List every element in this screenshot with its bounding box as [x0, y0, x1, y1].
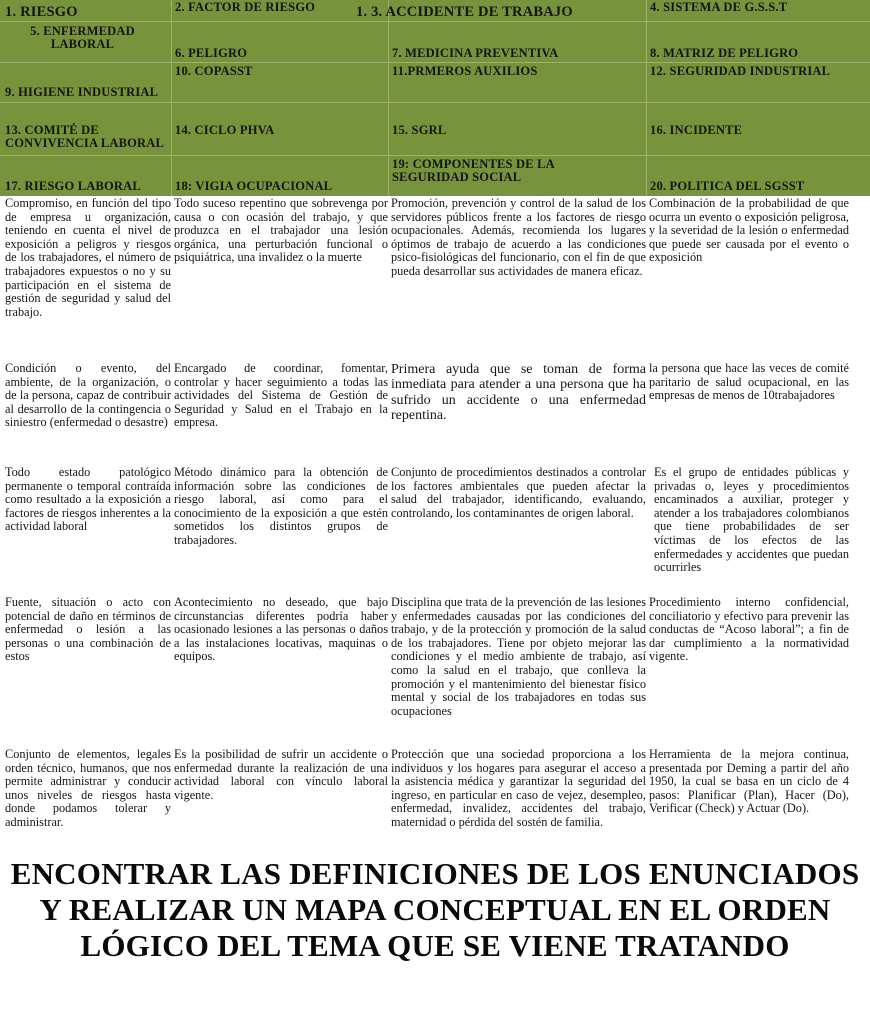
- grid-line: [388, 0, 389, 196]
- definition-text: Acontecimiento no deseado, que bajo circunstancias diferentes podría haber ocasionado lesiones a las personas o daños a las instalaciones locativas, maquinas o equipos.: [174, 595, 388, 664]
- term-seguridad-industrial: 12. SEGURIDAD INDUSTRIAL: [650, 64, 831, 78]
- term-riesgo: 1. RIESGO: [5, 4, 78, 20]
- definition-text: Conjunto de elementos, legales orden técnico, humanos, que nos permite administrar y conducir unos niveles de riesgos hasta donde podamos tolerar y administrar.: [5, 747, 171, 829]
- term-peligro: 6. PELIGRO: [175, 46, 248, 60]
- terms-table: [0, 0, 870, 196]
- definition-text: Protección que una sociedad proporciona a los individuos y los hogares para asegurar el acceso a la asistencia médica y garantizar la seguridad del ingreso, en particular en caso de vejez, desempleo, enfermedad, invalidez, accidentes del trabajo, maternidad o pérdida del sostén de familia.: [391, 747, 646, 829]
- term-sistema-gsst: 4. SISTEMA DE G.S.S.T: [650, 0, 788, 14]
- term-politica-sgsst: 20. POLITICA DEL SGSST: [650, 179, 805, 193]
- definition-text: Método dinámico para la obtención de información sobre las condiciones de riesgo laboral, así como para el conocimiento de la exposición a que estén sometidos los distintos grupos de trabajadores.: [174, 465, 388, 547]
- term-primeros-auxilios: 11.PRMEROS AUXILIOS: [392, 64, 538, 78]
- grid-line: [0, 21, 870, 22]
- instructions-heading: ENCONTRAR LAS DEFINICIONES DE LOS ENUNCIADOS Y REALIZAR UN MAPA CONCEPTUAL EN EL ORDEN LÓGICO DEL TEMA QUE SE VIENE TRATANDO: [10, 856, 860, 963]
- term-medicina-preventiva: 7. MEDICINA PREVENTIVA: [392, 46, 559, 60]
- definition-text: Conjunto de procedimientos destinados a controlar los factores ambientales que pueden afectar la salud del trabajador, identificando, evaluando, controlando, los contaminantes de origen laboral.: [391, 465, 646, 520]
- term-componentes-seguridad-social: 19: COMPONENTES DE LA SEGURIDAD SOCIAL: [392, 157, 555, 184]
- definition-text: Primera ayuda que se toman de forma inmediata para atender a una persona que ha sufrido un accidente o una enfermedad repentina.: [391, 362, 646, 423]
- grid-line: [171, 0, 172, 196]
- term-vigia-ocupacional: 18: VIGIA OCUPACIONAL: [175, 179, 333, 193]
- term-higiene-industrial: 9. HIGIENE INDUSTRIAL: [5, 85, 159, 99]
- term-factor-de-riesgo: 2. FACTOR DE RIESGO: [175, 0, 316, 14]
- grid-line: [0, 102, 870, 103]
- term-ciclo-phva: 14. CICLO PHVA: [175, 123, 275, 137]
- definition-text: la persona que hace las veces de comité paritario de salud ocupacional, en las empresas de menos de 10trabajadores: [649, 361, 849, 403]
- term-matriz-de-peligro: 8. MATRIZ DE PELIGRO: [650, 46, 799, 60]
- definition-text: Promoción, prevención y control de la salud de los servidores públicos frente a los factores de riesgo ocupacionales. Además, recomienda los lugares óptimos de trabajo de acuerdo a las condiciones psico-fisiológicas del funcionario, con el fin de que pueda desarrollar sus actividades de manera eficaz.: [391, 196, 646, 278]
- term-riesgo-laboral: 17. RIESGO LABORAL: [5, 179, 141, 193]
- definition-text: Encargado de coordinar, fomentar, controlar y hacer seguimiento a todas las actividades del Sistema de Gestión de Seguridad y Salud en el Trabajo en la empresa.: [174, 361, 388, 430]
- definition-text: Todo suceso repentino que sobrevenga por causa o con ocasión del trabajo, y que produzca en el trabajador una lesión orgánica, una perturbación funcional o psiquiátrica, una invalidez o la muerte: [174, 196, 388, 265]
- definition-text: Combinación de la probabilidad de que ocurra un evento o exposición peligrosa, y la severidad de la lesión o enfermedad que puede ser causada por el evento o exposición: [649, 196, 849, 265]
- definition-text: Es la posibilidad de sufrir un accidente o enfermedad durante la realización de una actividad laboral con vínculo laboral vigente.: [174, 747, 388, 802]
- definition-text: Todo estado patológico permanente o temporal contraída como resultado a la exposición a factores de riesgos inherentes a la actividad laboral: [5, 465, 171, 534]
- definition-text: Compromiso, en función del tipo de empresa u organización, teniendo en cuenta el nivel de exposición a peligros y riesgos de los trabajadores, el número de trabajadores expuestos o no y su participación en el sistema de gestión de seguridad y salud del trabajo.: [5, 196, 171, 319]
- term-comite-convivencia: 13. COMITÉ DE CONVIVENCIA LABORAL: [5, 123, 165, 150]
- term-accidente-de-trabajo: 1. 3. ACCIDENTE DE TRABAJO: [356, 4, 573, 20]
- grid-line: [646, 0, 647, 196]
- definition-text: Fuente, situación o acto con potencial de daño en términos de enfermedad o lesión a las personas o una combinación de estos: [5, 595, 171, 664]
- term-incidente: 16. INCIDENTE: [650, 123, 743, 137]
- definition-text: Herramienta de la mejora continua, presentada por Deming a partir del año 1950, la cual se basa en un ciclo de 4 pasos: Planificar (Plan), Hacer (Do), Verificar (Check) y Actuar (Do).: [649, 747, 849, 816]
- definition-text: Disciplina que trata de la prevención de las lesiones y enfermedades causadas por las condiciones del trabajo, y de la protección y promoción de la salud de los trabajadores. Tiene por objeto mejorar las condiciones y el medio ambiente de trabajo, así como la salud en el trabajo, que conlleva la promoción y el mantenimiento del bienestar físico mental y social de los trabajadores en todas sus ocupaciones: [391, 595, 646, 718]
- definition-text: Procedimiento interno confidencial, conciliatorio y efectivo para prevenir las conductas de “Acoso laboral”; a fin de dar cumplimiento a la normatividad vigente.: [649, 595, 849, 664]
- term-sgrl: 15. SGRL: [392, 123, 447, 137]
- term-enfermedad-laboral: 5. ENFERMEDAD LABORAL: [30, 24, 135, 51]
- definition-text: Es el grupo de entidades públicas y privadas o, leyes y procedimientos encaminados a auxiliar, proteger y atender a los trabajadores colombianos que tiene probabilidades de ser víctimas de los efectos de las enfermedades y accidentes que puedan ocurrirles: [654, 465, 849, 575]
- definition-text: Condición o evento, del ambiente, de la organización, o de la persona, capaz de contribuir al desarrollo de la contingencia o siniestro (enfermedad o desastre): [5, 361, 171, 430]
- grid-line: [0, 62, 870, 63]
- term-copasst: 10. COPASST: [175, 64, 253, 78]
- grid-line: [0, 155, 870, 156]
